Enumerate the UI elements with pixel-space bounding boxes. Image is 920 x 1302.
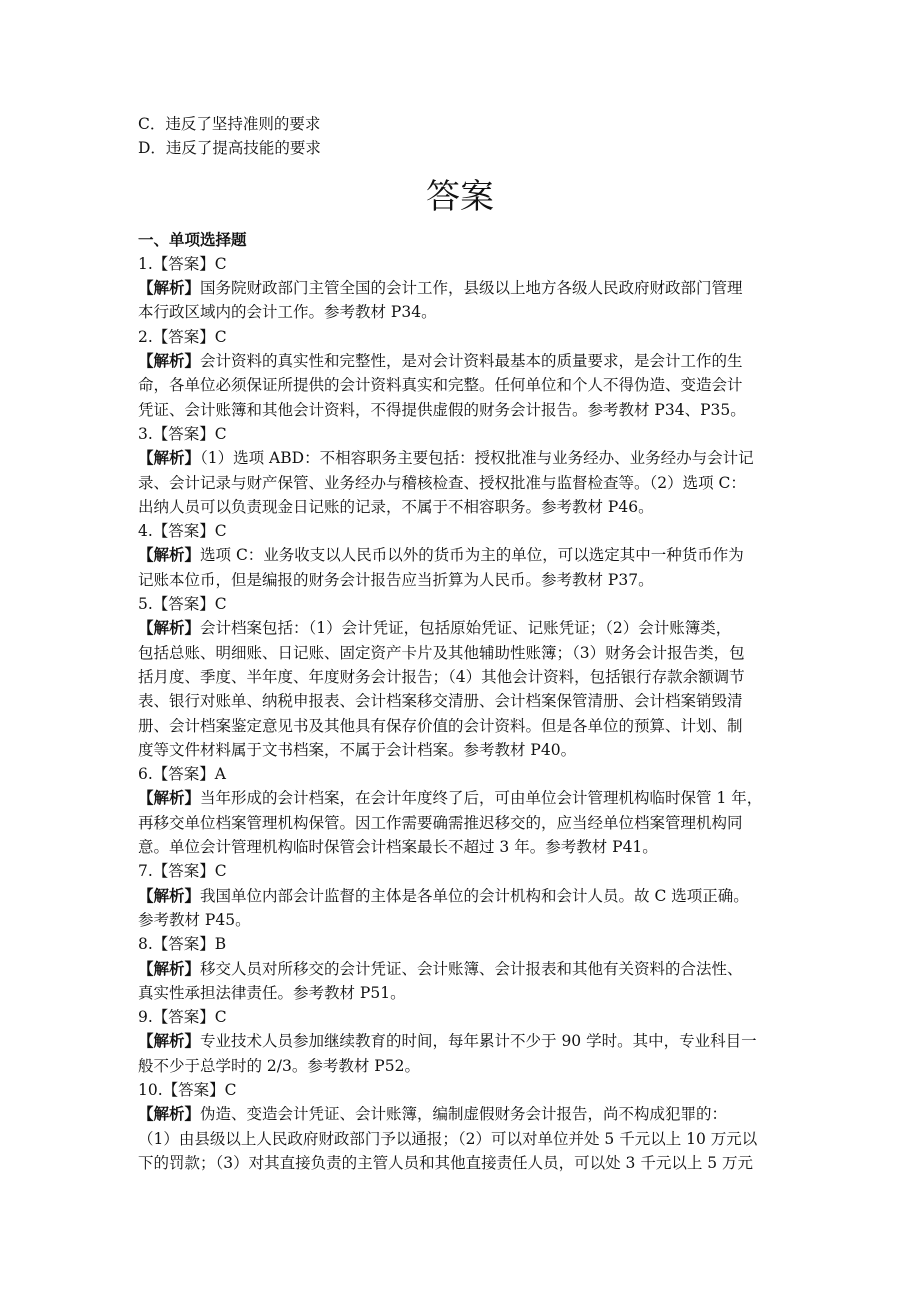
explanation-tag: 【解析】 xyxy=(138,351,201,371)
answer-key: 9.【答案】C xyxy=(138,1008,227,1027)
explanation-text: 般不少于总学时的 2/3。参考教材 P52。 xyxy=(138,1056,420,1075)
explanation-line xyxy=(138,446,782,470)
answer-list xyxy=(138,252,782,1175)
answer-key: 10.【答案】C xyxy=(138,1080,237,1099)
explanation-line xyxy=(138,471,782,495)
explanation-text: 凭证、会计账簿和其他会计资料，不得提供虚假的财务会计报告。参考教材 P34、P35。 xyxy=(138,400,746,419)
explanation-text: （1）由县级以上人民政府财政部门予以通报；（2）可以对单位并处 5 千元以上 10 万元以 xyxy=(138,1129,758,1148)
answer-key: 7.【答案】C xyxy=(138,862,227,881)
explanation-text: 本行政区域内的会计工作。参考教材 P34。 xyxy=(138,303,437,322)
page-title: 答案 xyxy=(426,176,494,217)
explanation-line xyxy=(138,373,782,397)
explanation-line xyxy=(138,300,782,324)
answer-item xyxy=(138,592,782,762)
answer-item xyxy=(138,932,782,1005)
explanation-line xyxy=(138,398,782,422)
explanation-text: 我国单位内部会计监督的主体是各单位的会计机构和会计人员。故 C 选项正确。 xyxy=(200,886,749,905)
answer-key: 6.【答案】A xyxy=(138,765,226,784)
explanation-text: 选项 C：业务收支以人民币以外的货币为主的单位，可以选定其中一种货币作为 xyxy=(200,546,744,565)
explanation-text: 记账本位币，但是编报的财务会计报告应当折算为人民币。参考教材 P37。 xyxy=(138,570,654,589)
answer-key: 3.【答案】C xyxy=(138,424,227,443)
previous-question-options xyxy=(138,112,782,161)
option-c: C．违反了坚持准则的要求 xyxy=(138,115,321,133)
answer-key: 8.【答案】B xyxy=(138,935,227,954)
explanation-text: （1）选项 ABD：不相容职务主要包括：授权批准与业务经办、业务经办与会计记 xyxy=(200,449,754,468)
section-heading: 一、单项选择题 xyxy=(138,229,247,249)
explanation-line xyxy=(138,1102,782,1126)
explanation-line xyxy=(138,908,782,932)
explanation-text: 录、会计记录与财产保管、业务经办与稽核检查、授权批准与监督检查等。（2）选项 C： xyxy=(138,473,746,492)
option-d: D．违反了提高技能的要求 xyxy=(138,139,321,158)
explanation-tag: 【解析】 xyxy=(138,1031,201,1051)
explanation-text: 命，各单位必须保证所提供的会计资料真实和完整。任何单位和个人不得伪造、变造会计 xyxy=(138,376,743,395)
explanation-text: 再移交单位档案管理机构保管。因工作需要确需推迟移交的，应当经单位档案管理机构同 xyxy=(138,813,743,832)
answer-item xyxy=(138,422,782,519)
explanation-line xyxy=(138,689,782,713)
explanation-line xyxy=(138,981,782,1005)
explanation-tag: 【解析】 xyxy=(138,788,201,808)
explanation-line xyxy=(138,1029,782,1053)
explanation-text: 册、会计档案鉴定意见书及其他具有保存价值的会计资料。但是各单位的预算、计划、制 xyxy=(138,716,743,735)
explanation-tag: 【解析】 xyxy=(138,278,201,298)
explanation-tag: 【解析】 xyxy=(138,885,201,905)
explanation-line xyxy=(138,1151,782,1175)
answer-item xyxy=(138,252,782,325)
explanation-line xyxy=(138,616,782,640)
answer-key: 5.【答案】C xyxy=(138,595,227,614)
explanation-text: 包括总账、明细账、日记账、固定资产卡片及其他辅助性账簿；（3）财务会计报告类，包 xyxy=(138,643,745,662)
explanation-line xyxy=(138,1054,782,1078)
explanation-line xyxy=(138,714,782,738)
explanation-line xyxy=(138,738,782,762)
explanation-tag: 【解析】 xyxy=(138,448,201,468)
explanation-text: 会计资料的真实性和完整性，是对会计资料最基本的质量要求，是会计工作的生 xyxy=(200,352,743,371)
explanation-tag: 【解析】 xyxy=(138,1104,201,1124)
explanation-text: 会计档案包括：（1）会计凭证，包括原始凭证、记账凭证；（2）会计账簿类， xyxy=(200,619,732,638)
explanation-tag: 【解析】 xyxy=(138,618,201,638)
answer-key: 4.【答案】C xyxy=(138,522,227,541)
answer-item xyxy=(138,325,782,422)
explanation-line xyxy=(138,568,782,592)
explanation-text: 伪造、变造会计凭证、会计账簿，编制虚假财务会计报告，尚不构成犯罪的： xyxy=(200,1105,728,1124)
explanation-line xyxy=(138,349,782,373)
answer-item xyxy=(138,519,782,592)
explanation-text: 移交人员对所移交的会计凭证、会计账簿、会计报表和其他有关资料的合法性、 xyxy=(200,959,743,978)
explanation-text: 意。单位会计管理机构临时保管会计档案最长不超过 3 年。参考教材 P41。 xyxy=(138,838,658,857)
explanation-tag: 【解析】 xyxy=(138,958,201,978)
answer-item xyxy=(138,1078,782,1175)
answer-key: 2.【答案】C xyxy=(138,327,227,346)
explanation-text: 当年形成的会计档案，在会计年度终了后，可由单位会计管理机构临时保管 1 年， xyxy=(200,789,763,808)
explanation-text: 度等文件材料属于文书档案，不属于会计档案。参考教材 P40。 xyxy=(138,740,577,759)
explanation-line xyxy=(138,835,782,859)
explanation-tag: 【解析】 xyxy=(138,545,201,565)
explanation-line xyxy=(138,786,782,810)
explanation-text: 参考教材 P45。 xyxy=(138,910,251,929)
answer-item xyxy=(138,859,782,932)
answer-key: 1.【答案】C xyxy=(138,254,227,273)
answer-item xyxy=(138,762,782,859)
explanation-line xyxy=(138,957,782,981)
explanation-text: 专业技术人员参加继续教育的时间，每年累计不少于 90 学时。其中，专业科目一 xyxy=(200,1032,757,1051)
explanation-text: 括月度、季度、半年度、年度财务会计报告；（4）其他会计资料，包括银行存款余额调节 xyxy=(138,667,745,686)
explanation-line xyxy=(138,1127,782,1151)
explanation-line xyxy=(138,665,782,689)
explanation-text: 下的罚款；（3）对其直接负责的主管人员和其他直接责任人员，可以处 3 千元以上 5 万元 xyxy=(138,1153,754,1172)
explanation-line xyxy=(138,276,782,300)
explanation-text: 国务院财政部门主管全国的会计工作，县级以上地方各级人民政府财政部门管理 xyxy=(200,279,743,298)
explanation-text: 出纳人员可以负责现金日记账的记录，不属于不相容职务。参考教材 P46。 xyxy=(138,497,654,516)
explanation-line xyxy=(138,543,782,567)
explanation-line xyxy=(138,495,782,519)
answer-item xyxy=(138,1005,782,1078)
explanation-line xyxy=(138,641,782,665)
explanation-line xyxy=(138,884,782,908)
explanation-line xyxy=(138,811,782,835)
explanation-text: 真实性承担法律责任。参考教材 P51。 xyxy=(138,983,406,1002)
explanation-text: 表、银行对账单、纳税申报表、会计档案移交清册、会计档案保管清册、会计档案销毁清 xyxy=(138,692,743,711)
